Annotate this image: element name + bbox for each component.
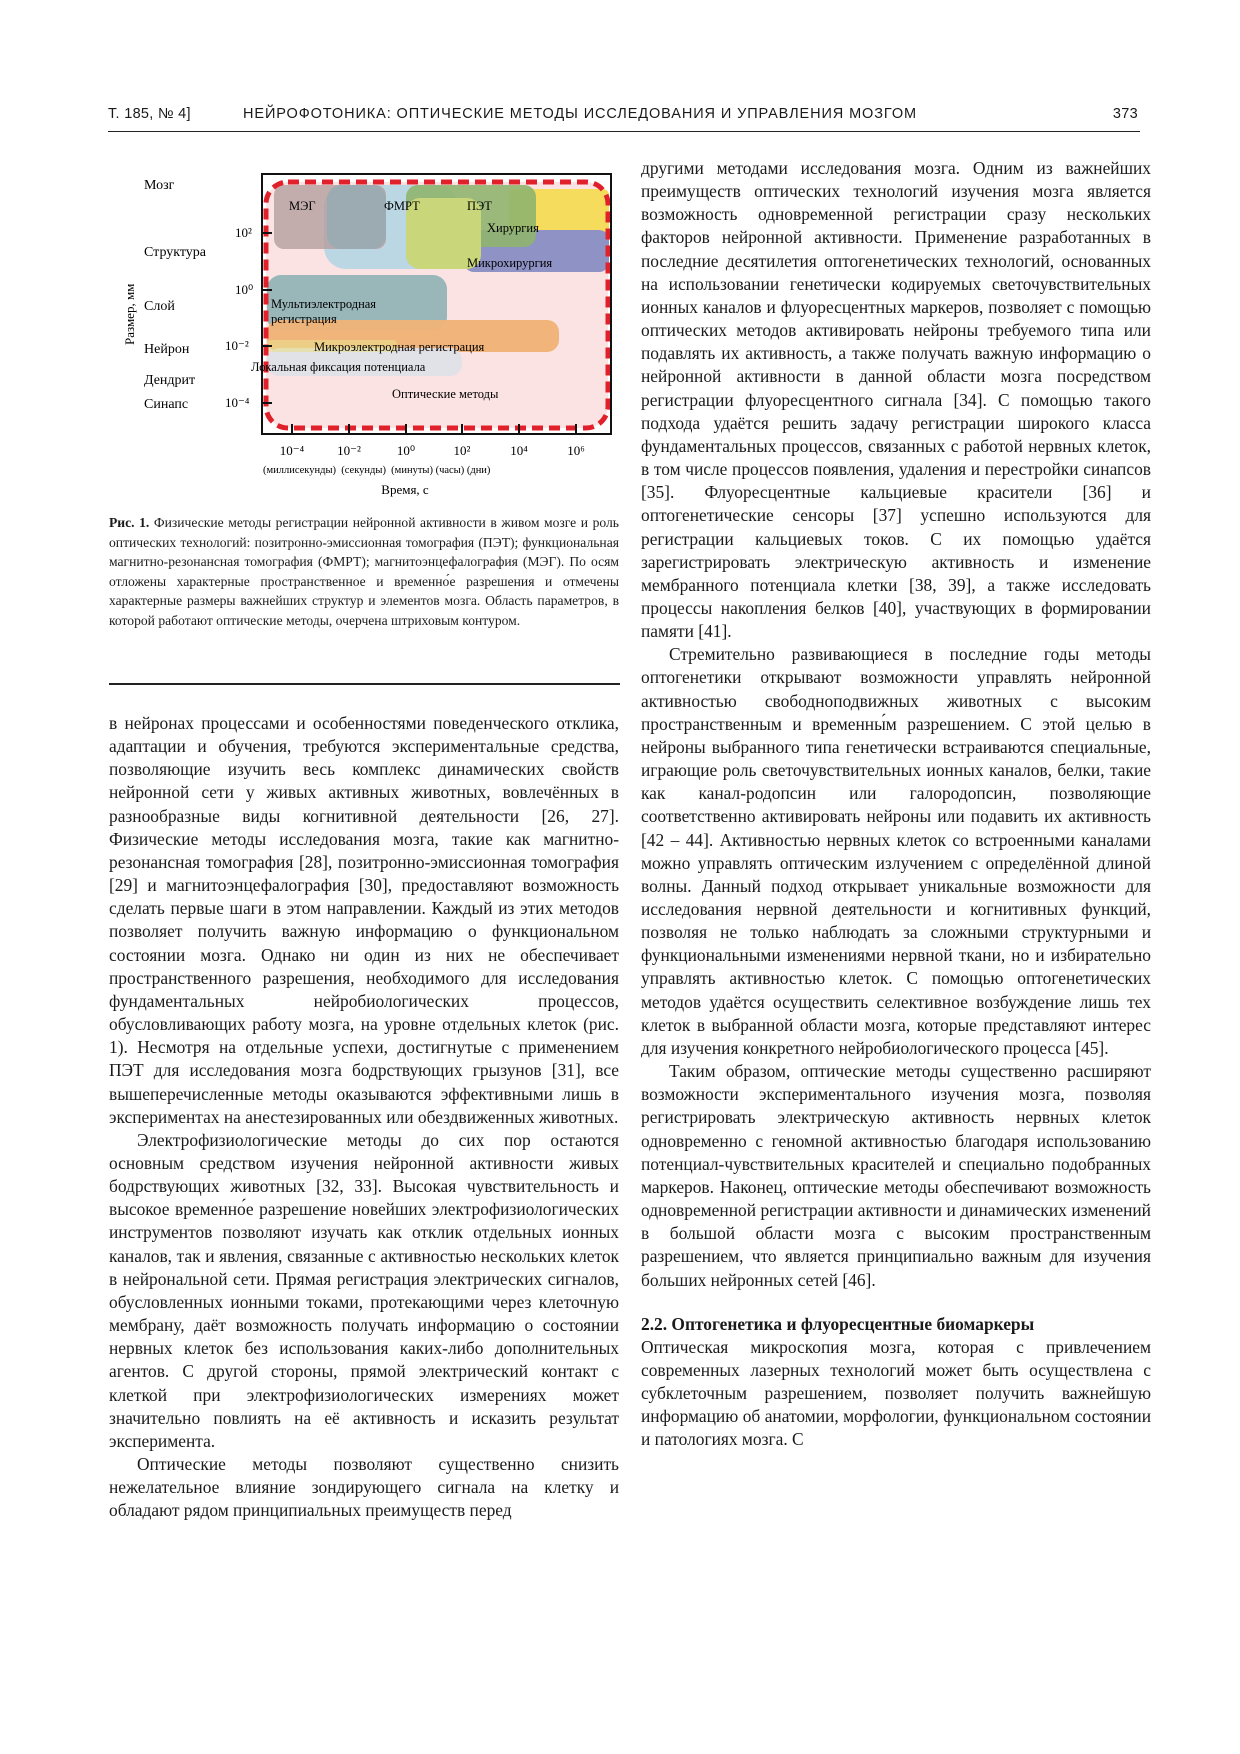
- y-tick-1e-4: 10⁻⁴: [225, 395, 250, 410]
- header-rule: [108, 131, 1140, 132]
- caption-lead: Рис. 1.: [109, 515, 150, 530]
- label-optical: Оптические методы: [392, 387, 499, 401]
- label-patch-clamp: Локальная фиксация потенциала: [251, 360, 426, 374]
- y-tick-1e0: 10⁰: [235, 282, 254, 297]
- structure-synapse: Синапс: [144, 397, 189, 412]
- x-tick-1e2: 10²: [453, 443, 471, 458]
- y-tick-1e-2: 10⁻²: [225, 338, 249, 353]
- structure-dendrite: Дендрит: [144, 373, 196, 388]
- paragraph: Электрофизиологические методы до сих пор остаются основным средством изучения нейронной активности живых бодрствующих животных [32, 33]. Высокая чувствительность и высокое временно́е разрешение новейших электрофизиологических инструментов позволяют изучать как отклик отдельных ионных каналов, так и явления, связанные с активностью нескольких клеток в нейрональной сети. Прямая регистрация электрических сигналов, обусловленных ионными токами, протекающими через клеточную мембрану, даёт возможность получать информацию о состоянии нервных клеток без использования каких-либо дополнительных агентов. С другой стороны, прямой электрический контакт с клеткой при электрофизиологических измерениях может значительно повлиять на её активность и исказить результат эксперимента.: [109, 1129, 619, 1451]
- figure-1-chart: [109, 160, 619, 510]
- label-microsurgery: Микрохирургия: [467, 256, 553, 270]
- paragraph: в нейронах процессами и особенностями поведенческого отклика, адаптации и обучения, требуются экспериментальные средства, позволяющие изучить весь комплекс динамических свойств нейронной сети у живых активных животных, вовлечённых в разнообразные виды когнитивной деятельности [26, 27]. Физические методы исследования мозга, такие как магнитно-резонансная томография [28], позитронно-эмиссионная томография [29] и магнитоэнцефалография [30], предоставляют возможность сделать первые шаги в этом направлении. Каждый из этих методов позволяет получить важную информацию о функциональном состоянии мозга. Однако ни один из них не обеспечивает пространственного разрешения, необходимого для исследования фундаментальных нейробиологических процессов, обусловливающих работу мозга, на уровне отдельных клеток (рис. 1). Несмотря на отдельные успехи, достигнутые с применением ПЭТ для исследования мозга бодрствующих грызунов [31], все вышеперечисленные методы оказываются эффективными лишь в экспериментах на анестезированных или обездвиженных животных.: [109, 713, 619, 1127]
- right-column: [641, 157, 1151, 1452]
- journal-volume: Т. 185, № 4]: [108, 106, 191, 122]
- structure-neuron: Нейрон: [144, 342, 190, 357]
- section-heading: 2.2. Оптогенетика и флуоресцентные биомаркеры: [641, 1313, 1035, 1334]
- article-title: НЕЙРОФОТОНИКА: ОПТИЧЕСКИЕ МЕТОДЫ ИССЛЕДОВАНИЯ И УПРАВЛЕНИЯ МОЗГОМ: [243, 106, 917, 122]
- y-tick-1e2: 10²: [235, 225, 252, 240]
- x-tick-1e4: 10⁴: [510, 443, 528, 458]
- figure-rule: [109, 683, 620, 685]
- caption-text: Физические методы регистрации нейронной активности в живом мозге и роль оптических технологий: позитронно-эмиссионная томография (ПЭТ); функциональная магнитно-резонансная томография (ФМРТ); магнитоэнцефалография (МЭГ). По осям отложены характерные пространственное и временно́е разрешения и отмечены характерные размеры важнейших структур и элементов мозга. Область параметров, в которой работают оптические методы, очерчена штриховым контуром.: [109, 515, 619, 628]
- x-tick-1e-2: 10⁻²: [337, 443, 361, 458]
- x-axis-label: Время, с: [381, 482, 429, 497]
- structure-layer: Слой: [144, 299, 175, 314]
- x-tick-1e-4: 10⁻⁴: [279, 443, 305, 458]
- label-surgery: Хирургия: [487, 221, 539, 235]
- label-pet: ПЭТ: [467, 199, 492, 213]
- x-tick-1e6: 10⁶: [567, 443, 585, 458]
- paragraph: Стремительно развивающиеся в последние годы методы оптогенетики открывают возможности управлять нейронной активностью свободноподвижных животных с высоким пространственным и временны́м разрешением. С этой целью в нейроны выбранного типа генетически встраиваются специальные, играющие роль светочувствительных ионных каналов, белки, такие как канал-родопсин или галородопсин, позволяющие соответственно активировать нейроны или подавить их активность [42 – 44]. Активностью нервных клеток со встроенными каналами можно управлять оптическим излучением с определённой длиной волны. Данный подход открывает уникальные возможности для исследования нервной деятельности и когнитивных функций, позволяя не только наблюдать за сложными структурными и функциональными изменениями нервной ткани, но и избирательно управлять активностью клеток. С помощью оптогенетических методов удаётся осуществить селективное возбуждение лишь тех клеток в выбранной области мозга, которые представляют интерес для изучения конкретного нейробиологического процесса [45].: [641, 644, 1151, 1058]
- paragraph: Таким образом, оптические методы существенно расширяют возможности экспериментального изучения мозга, позволяя регистрировать электрическую активность нервных клеток одновременно с геномной активностью благодаря использованию потенциал-чувствительных красителей и специально подобранных маркеров. Наконец, оптические методы обеспечивают возможность одновременной регистрации активности и динамических изменений в большой области мозга с высоким пространственным разрешением, что является принципиально важным для изучения больших нейронных сетей [46].: [641, 1061, 1151, 1290]
- running-head: [108, 104, 1138, 128]
- paragraph: другими методами исследования мозга. Одним из важнейших преимуществ оптических технологий изучения мозга является возможность одновременной регистрации сразу нескольких факторов нейронной активности. Применение разработанных в последние десятилетия оптогенетических технологий, основанных на использовании генетически кодируемых светочувствительных ионных каналов и флуоресцентных маркеров, позволяет с помощью оптических методов активировать нейроны требуемого типа или подавлять их активность, а также получать важную информацию о нейронной активности в данной области мозга посредством регистрации флуоресцентного сигнала [34]. С помощью такого подхода удаётся решить задачу регистрации широкого класса фундаментальных процессов, связанных с работой нервных клеток, в том числе процессов появления, удаления и перестройки синапсов [35]. Флуоресцентные кальциевые красители [36] и оптогенетические сенсоры [37] успешно используются для регистрации кальциевых токов. С их помощью удаётся зарегистрировать электрическую активность и изменение мембранного потенциала клетки [38, 39], а также исследовать процессы накопления белков [40], участвующих в формировании памяти [41].: [641, 158, 1151, 642]
- paragraph: Оптическая микроскопия мозга, которая с привлечением современных лазерных технологий может быть осуществлена с субклеточным разрешением, позволяет получить важнейшую информацию об анатомии, морфологии, функциональном состоянии и патологиях мозга. С: [641, 1336, 1151, 1450]
- paragraph: Оптические методы позволяют существенно снизить нежелательное влияние зондирующего сигнала на клетку и обладают рядом принципиальных преимуществ перед: [109, 1454, 619, 1521]
- y-axis-label: Размер, мм: [122, 283, 137, 345]
- x-tick-1e0: 10⁰: [396, 443, 416, 458]
- x-axis-units: (миллисекунды) (секунды) (минуты) (часы) (дни): [263, 465, 491, 476]
- structure-brain: Мозг: [144, 178, 175, 193]
- label-microelectrode: Микроэлектродная регистрация: [314, 340, 485, 354]
- label-fmri: ФМРТ: [384, 199, 420, 213]
- left-column: [109, 712, 619, 1522]
- label-multielectrode-1: Мультиэлектродная: [271, 297, 377, 311]
- label-multielectrode-2: регистрация: [271, 312, 337, 326]
- meg-fmri-overlap: [327, 185, 386, 249]
- page-number: 373: [1112, 106, 1138, 122]
- label-meg: МЭГ: [289, 199, 316, 213]
- figure-caption: [109, 513, 619, 630]
- structure-structure: Структура: [144, 245, 207, 260]
